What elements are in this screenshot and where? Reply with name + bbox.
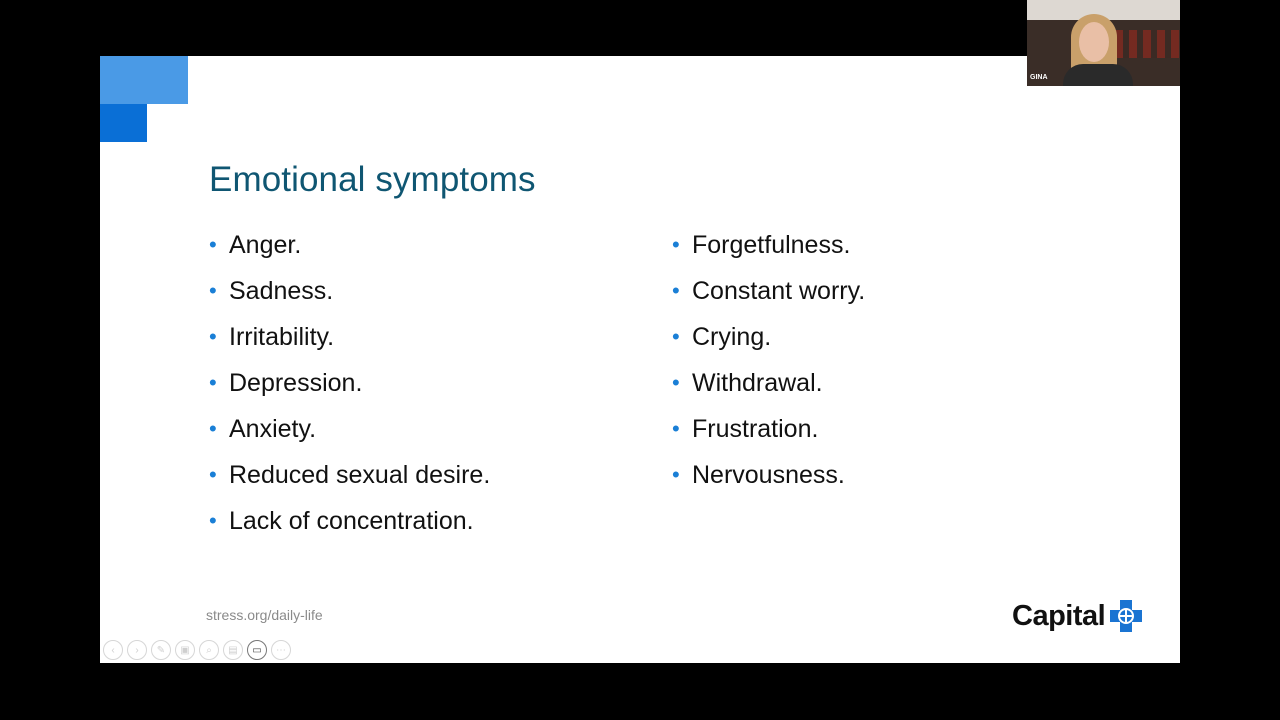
logo-text: Capital xyxy=(1012,599,1106,632)
zoom-icon[interactable]: ⌕ xyxy=(199,640,219,660)
list-item: • Irritability. xyxy=(209,318,490,364)
pen-icon[interactable]: ✎ xyxy=(151,640,171,660)
video-icon[interactable]: ▭ xyxy=(247,640,267,660)
participant-shirt xyxy=(1063,64,1133,86)
symptom-list-left xyxy=(209,226,490,548)
bullet-icon: • xyxy=(209,508,217,533)
decorative-block-dark xyxy=(100,104,147,142)
list-item: • Withdrawal. xyxy=(672,364,865,410)
participant-face xyxy=(1079,22,1109,62)
bullet-icon: • xyxy=(672,324,680,349)
list-item: • Forgetfulness. xyxy=(672,226,865,272)
bullet-icon: • xyxy=(209,462,217,487)
capital-logo xyxy=(1012,596,1143,636)
list-item: • Constant worry. xyxy=(672,272,865,318)
list-item: • Nervousness. xyxy=(672,456,865,502)
previous-icon[interactable]: ‹ xyxy=(103,640,123,660)
subtitles-icon[interactable]: ▤ xyxy=(223,640,243,660)
bullet-icon: • xyxy=(209,370,217,395)
decorative-block-light xyxy=(100,56,188,104)
participant-video-tile[interactable] xyxy=(1027,0,1180,86)
bullet-icon: • xyxy=(672,232,680,257)
bullet-icon: • xyxy=(672,462,680,487)
bullet-icon: • xyxy=(672,416,680,441)
blue-cross-shield-icon xyxy=(1109,599,1143,633)
bullet-icon: • xyxy=(209,324,217,349)
bullet-icon: • xyxy=(672,370,680,395)
list-item: • Anger. xyxy=(209,226,490,272)
symptom-list-right xyxy=(672,226,865,502)
list-item: • Crying. xyxy=(672,318,865,364)
slides-icon[interactable]: ▣ xyxy=(175,640,195,660)
list-item: • Frustration. xyxy=(672,410,865,456)
next-icon[interactable]: › xyxy=(127,640,147,660)
list-item: • Lack of concentration. xyxy=(209,502,490,548)
list-item: • Anxiety. xyxy=(209,410,490,456)
bullet-icon: • xyxy=(209,416,217,441)
bullet-icon: • xyxy=(209,232,217,257)
list-item: • Depression. xyxy=(209,364,490,410)
list-item: • Reduced sexual desire. xyxy=(209,456,490,502)
bullet-icon: • xyxy=(672,278,680,303)
list-item: • Sadness. xyxy=(209,272,490,318)
participant-name: GINA xyxy=(1030,74,1048,81)
more-icon[interactable]: ⋯ xyxy=(271,640,291,660)
slide-title: Emotional symptoms xyxy=(209,160,536,199)
video-background-shelf xyxy=(1115,30,1180,58)
presentation-slide xyxy=(100,56,1180,663)
bullet-icon: • xyxy=(209,278,217,303)
source-citation: stress.org/daily-life xyxy=(206,607,323,623)
slideshow-controls xyxy=(103,640,291,660)
